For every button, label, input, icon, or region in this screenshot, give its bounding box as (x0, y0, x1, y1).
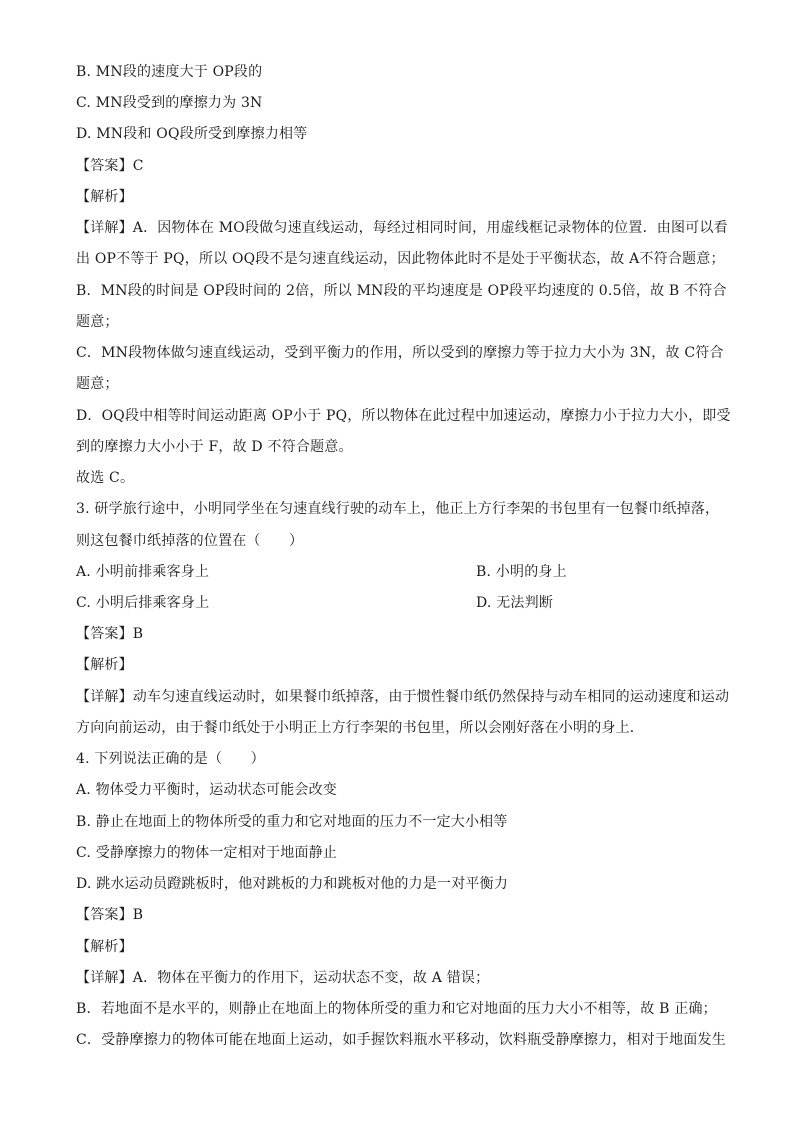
explanation-line: 【详解】A．物体在平衡力的作用下，运动状态不变，故 A 错误； (76, 970, 490, 986)
explanation-line: D．OQ段中相等时间运动距离 OP小于 PQ，所以物体在此过程中加速运动，摩擦力小于拉力大小，即受 (76, 408, 731, 424)
question-3-stem: 则这包餐巾纸掉落的位置在（ ） (76, 533, 304, 549)
analysis-label: 【解析】 (76, 657, 133, 673)
explanation-line: 题意； (76, 314, 119, 330)
question-3-stem: 3. 研学旅行途中，小明同学坐在匀速直线行驶的动车上，他正上方行李架的书包里有一包餐巾纸掉落， (76, 501, 720, 517)
option-b-text: B. MN段的速度大于 OP段的 (76, 64, 263, 80)
analysis-label: 【解析】 (76, 189, 133, 205)
option-c: C. 小明后排乘客身上 (76, 595, 210, 611)
question-4-stem: 4. 下列说法正确的是（ ） (76, 751, 265, 767)
explanation-line: C．受静摩擦力的物体可能在地面上运动，如手握饮料瓶水平移动，饮料瓶受静摩擦力，相对于地面发生 (76, 1032, 726, 1048)
question-4-option-a: A. 物体受力平衡时，运动状态可能会改变 (76, 782, 338, 798)
question-4-option-c: C. 受静摩擦力的物体一定相对于地面静止 (76, 845, 338, 861)
question-4-option-d: D. 跳水运动员蹬跳板时，他对跳板的力和跳板对他的力是一对平衡力 (76, 876, 509, 892)
explanation-line: 到的摩擦力大小小于 F，故 D 不符合题意。 (76, 439, 353, 455)
explanation-line: 【详解】A．因物体在 MO段做匀速直线运动，每经过相同时间，用虚线框记录物体的位置．由图可以看 (76, 220, 728, 236)
option-d-text: D. MN段和 OQ段所受到摩擦力相等 (76, 126, 308, 142)
question-3-options-row-2 (76, 593, 724, 613)
question-3-options-row-1 (76, 562, 724, 582)
option-c-text: C. MN段受到的摩擦力为 3N (76, 95, 263, 111)
analysis-label: 【解析】 (76, 939, 133, 955)
explanation-line: 【详解】动车匀速直线运动时，如果餐巾纸掉落，由于惯性餐巾纸仍然保持与动车相同的运动速度和运动 (76, 689, 730, 705)
explanation-line: B．MN段的时间是 OP段时间的 2倍，所以 MN段的平均速度是 OP段平均速度的 0.5倍，故 B 不符合 (76, 283, 727, 299)
answer-label: 【答案】C (76, 158, 144, 174)
answer-label: 【答案】B (76, 907, 144, 923)
explanation-line: 方向向前运动，由于餐巾纸处于小明正上方行李架的书包里，所以会刚好落在小明的身上． (76, 720, 644, 736)
explanation-line: 出 OP不等于 PQ，所以 OQ段不是匀速直线运动，因此物体此时不是处于平衡状态，故 A不符合题意； (76, 251, 725, 267)
option-a: A. 小明前排乘客身上 (76, 564, 210, 580)
explanation-line: C．MN段物体做匀速直线运动，受到平衡力的作用，所以受到的摩擦力等于拉力大小为 3N，故 C符合 (76, 345, 724, 361)
option-b: B. 小明的身上 (476, 564, 567, 580)
explanation-line: 题意； (76, 376, 119, 392)
conclusion-line: 故选 C。 (76, 470, 135, 486)
option-d: D. 无法判断 (476, 595, 554, 611)
answer-label: 【答案】B (76, 626, 144, 642)
explanation-line: B．若地面不是水平的，则静止在地面上的物体所受的重力和它对地面的压力大小不相等，故 B 正确； (76, 1001, 717, 1017)
question-4-option-b: B. 静止在地面上的物体所受的重力和它对地面的压力不一定大小相等 (76, 814, 508, 830)
